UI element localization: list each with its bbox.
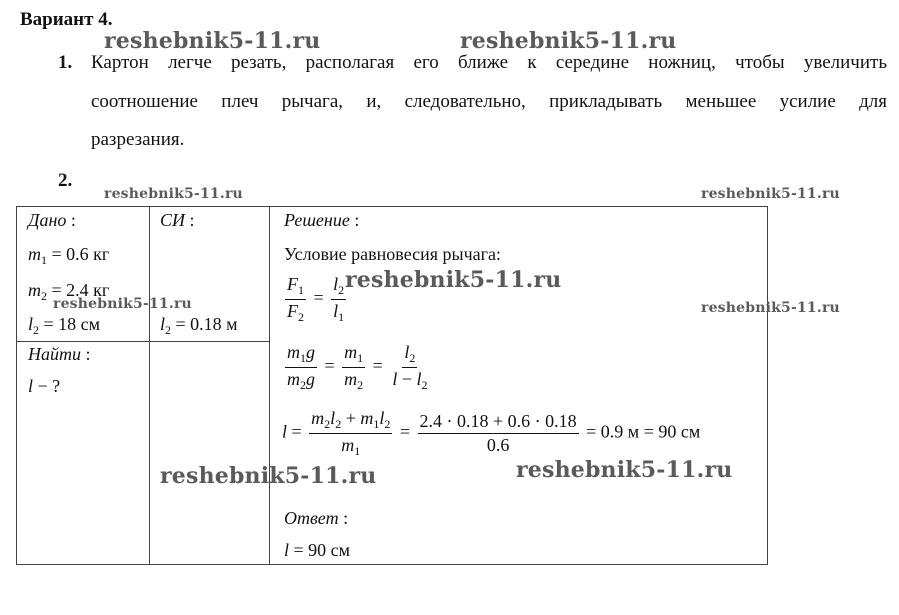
question-2-number: 2. bbox=[58, 170, 73, 191]
given-m2: $m_2 = 2.4$ кг bbox=[28, 280, 110, 303]
answer-header: Ответ : bbox=[284, 508, 349, 528]
table-border-right bbox=[767, 206, 768, 564]
given-m1: $m_1 = 0.6$ кг bbox=[28, 244, 110, 267]
watermark: reshebnik5-11.ru bbox=[516, 457, 733, 483]
table-divider-col-1 bbox=[149, 206, 150, 564]
find-header: Найти : bbox=[28, 344, 91, 364]
table-border-bottom bbox=[16, 564, 768, 565]
watermark: reshebnik5-11.ru bbox=[701, 300, 840, 316]
watermark: reshebnik5-11.ru bbox=[53, 296, 192, 312]
watermark: reshebnik5-11.ru bbox=[104, 28, 321, 54]
watermark: reshebnik5-11.ru bbox=[345, 267, 562, 293]
find-value: l − ? bbox=[28, 376, 61, 396]
equation-1: $\frac{F_1}{F_2}$ = $\frac{l_2}{l_1}$ bbox=[287, 274, 345, 324]
watermark: reshebnik5-11.ru bbox=[104, 186, 243, 202]
si-header: СИ : bbox=[160, 210, 195, 230]
equilibrium-text: Условие равновесия рычага: bbox=[284, 244, 502, 264]
watermark: reshebnik5-11.ru bbox=[460, 28, 677, 54]
question-1-number: 1. bbox=[58, 52, 73, 73]
answer-value: l = 90 см bbox=[284, 540, 351, 560]
watermark: reshebnik5-11.ru bbox=[701, 186, 840, 202]
table-divider-given-find bbox=[16, 341, 269, 342]
variant-title: Вариант 4. bbox=[20, 9, 113, 30]
table-border-top bbox=[16, 206, 768, 207]
solution-header: Решение : bbox=[284, 210, 360, 230]
given-l2: $l_2 = 18$ см bbox=[28, 314, 101, 337]
table-divider-col-2 bbox=[269, 206, 270, 564]
equation-3: l = $\frac{m_2l_2 + m_1l_2}{m_1}$ = $\frac{2.4 \cdot 0.18 + 0.6 \cdot 0.18}{0.6}$ = 0.9 м = 90 см bbox=[282, 408, 701, 458]
question-1-line-1: Картон легче резать, располагая его ближе к середине ножниц, чтобы увеличить bbox=[91, 52, 887, 73]
question-1-line-2: соотношение плеч рычага, и, следовательно, прикладывать меньшее усилие для bbox=[91, 91, 887, 112]
si-l2: $l_2 = 0.18$ м bbox=[160, 314, 238, 337]
given-header: Дано : bbox=[28, 210, 76, 230]
equation-2: $\frac{m_1g}{m_2g}$ = $\frac{m_1}{m_2}$ = $\frac{l_2}{l - l_2}$ bbox=[287, 342, 428, 392]
table-border-left bbox=[16, 206, 17, 564]
watermark: reshebnik5-11.ru bbox=[160, 463, 377, 489]
question-1-line-3: разрезания. bbox=[91, 129, 185, 150]
